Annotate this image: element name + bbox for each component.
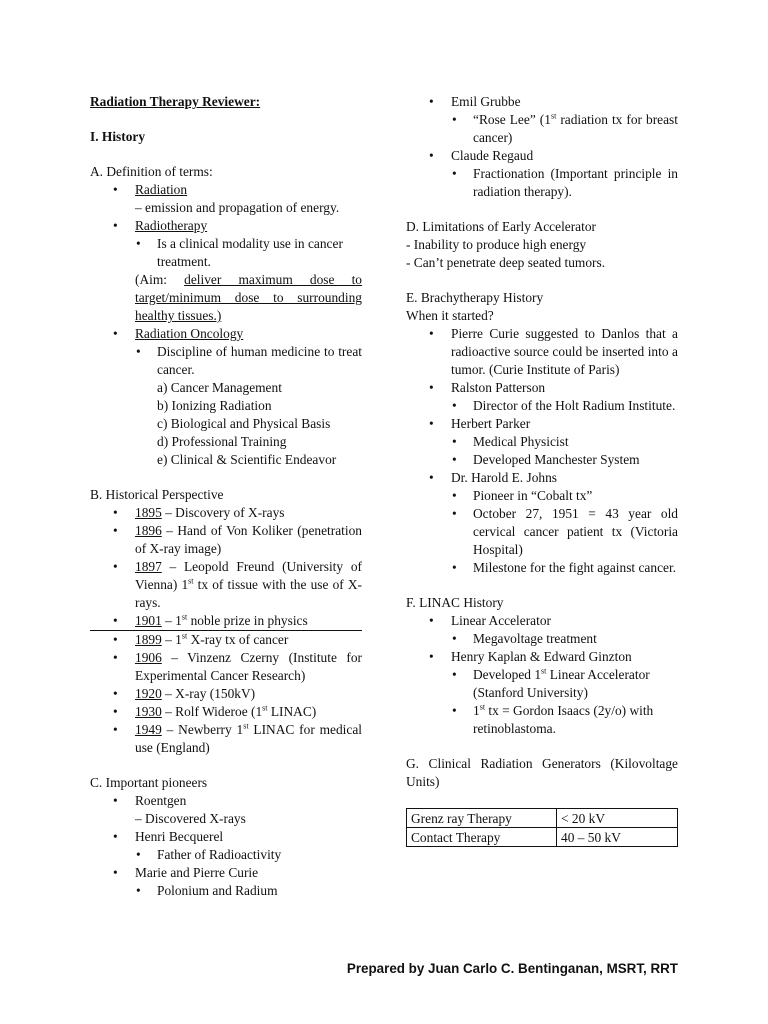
list-item: • Father of Radioactivity: [135, 846, 362, 864]
list-item: • Milestone for the fight against cancer.: [451, 559, 678, 577]
event-text: – X-ray (150kV): [161, 686, 256, 701]
list-item: • Pioneer in “Cobalt tx”: [451, 487, 678, 505]
aim-note: [135, 271, 362, 325]
superscript: st: [541, 666, 547, 676]
becquerel-sublist: [135, 846, 362, 864]
list-item: [406, 147, 678, 165]
event-text: – Newberry 1: [161, 722, 244, 737]
brachy-list: [406, 379, 678, 397]
section-history-heading: I. History: [90, 129, 146, 144]
list-item: [406, 469, 678, 487]
list-item: • Medical Physicist: [451, 433, 678, 451]
list-item: [90, 631, 362, 649]
brachy-list-3: [406, 469, 678, 487]
right-column: [406, 93, 678, 847]
superscript: st: [262, 703, 268, 713]
linac-list-2: [406, 648, 678, 666]
pioneer-curie: Marie and Pierre Curie: [135, 865, 259, 880]
oncology-item: c) Biological and Physical Basis: [157, 416, 331, 431]
oncology-list: [90, 325, 362, 343]
oncology-item: a) Cancer Management: [157, 380, 282, 395]
event-text: – Hand of Von Koliker (penetration of X-ray image): [135, 523, 362, 556]
list-item: [90, 792, 362, 828]
list-item: [406, 612, 678, 630]
table-cell: Contact Therapy: [407, 828, 557, 847]
list-item: [406, 415, 678, 433]
list-item: • Megavoltage treatment: [451, 630, 678, 648]
pioneers-list-4: [406, 147, 678, 165]
list-item: [90, 217, 362, 235]
pioneer-regaud: Claude Regaud: [451, 148, 534, 163]
parker-sublist: [451, 433, 678, 469]
oncology-item: e) Clinical & Scientific Endeavor: [157, 452, 337, 467]
radiotherapy-sublist: [135, 235, 362, 271]
superscript: st: [188, 576, 194, 586]
event-text: LINAC for medical use (England): [135, 722, 362, 755]
pioneers-list-3: [406, 93, 678, 111]
year: 1949: [135, 722, 162, 737]
superscript: st: [550, 111, 557, 121]
limitation-line: - Can’t penetrate deep seated tumors.: [406, 255, 606, 270]
linac-sublist: [451, 630, 678, 648]
regaud-sublist: [451, 165, 678, 201]
list-item: • Director of the Holt Radium Institute.: [451, 397, 678, 415]
pioneers-list: [90, 792, 362, 846]
year: 1930: [135, 704, 162, 719]
list-item: [406, 648, 678, 666]
event-text: – 1: [161, 613, 182, 628]
table-row: [407, 809, 678, 828]
pioneers-heading: C. Important pioneers: [90, 775, 208, 790]
list-item: [90, 864, 362, 882]
year: 1901: [135, 613, 162, 628]
list-item: • Is a clinical modality use in cancer treatment.: [135, 235, 362, 271]
linac-heading: F. LINAC History: [406, 595, 504, 610]
radiation-definition: – emission and propagation of energy.: [135, 200, 340, 215]
kaplan-text: tx = Gordon Isaacs (2y/o) with retinoblastoma.: [473, 703, 654, 736]
list-item: [90, 828, 362, 846]
kaplan-text: 1: [473, 703, 480, 718]
johns-sublist: [451, 487, 678, 577]
pioneer-roentgen: Roentgen: [135, 793, 187, 808]
list-item: [90, 522, 362, 558]
year: 1920: [135, 686, 162, 701]
limitations-heading: D. Limitations of Early Accelerator: [406, 219, 597, 234]
grubbe-sublist: [451, 111, 678, 147]
list-item: [90, 685, 362, 703]
superscript: st: [243, 721, 249, 731]
event-text: – Leopold Freund (University of Vienna) 1: [135, 559, 362, 592]
term-radiotherapy: Radiotherapy: [135, 218, 208, 233]
list-item: • Discipline of human medicine to treat cancer.: [135, 343, 362, 379]
table-cell: Grenz ray Therapy: [407, 809, 557, 828]
oncology-item: d) Professional Training: [157, 434, 287, 449]
table-cell: < 20 kV: [557, 809, 678, 828]
generators-heading: G. Clinical Radiation Generators (Kilovoltage Units): [406, 756, 678, 789]
oncology-item: b) Ionizing Radiation: [157, 398, 272, 413]
document-title: Radiation Therapy Reviewer:: [90, 94, 261, 109]
generators-table: [406, 808, 678, 847]
list-item: [90, 558, 362, 612]
definitions-heading: A. Definition of terms:: [90, 164, 213, 179]
superscript: st: [181, 612, 188, 622]
pioneer-becquerel: Henri Becquerel: [135, 829, 224, 844]
patterson-sublist: [451, 397, 678, 415]
historical-list: [90, 504, 362, 757]
superscript: st: [181, 631, 188, 641]
table-row: [407, 828, 678, 847]
event-text: noble prize in physics: [187, 613, 308, 628]
curie-sublist: [135, 882, 362, 900]
roentgen-definition: – Discovered X-rays: [135, 811, 246, 826]
grubbe-text: “Rose Lee” (1: [473, 112, 551, 127]
year: 1895: [135, 505, 162, 520]
brachytherapy-subheading: When it started?: [406, 308, 494, 323]
pioneer-kaplan: Henry Kaplan & Edward Ginzton: [451, 649, 632, 664]
year: 1896: [135, 523, 162, 538]
event-text: – Vinzenz Czerny (Institute for Experimental Cancer Research): [135, 650, 362, 683]
year: 1906: [135, 650, 162, 665]
event-text: X-ray tx of cancer: [187, 632, 289, 647]
brachy-curie-list: [406, 325, 678, 379]
list-item: [90, 649, 362, 685]
event-text: – Rolf Wideroe (1: [161, 704, 263, 719]
kaplan-text: Developed 1: [473, 667, 542, 682]
list-item: [406, 379, 678, 397]
pioneer-johns: Dr. Harold E. Johns: [451, 470, 557, 485]
limitation-line: - Inability to produce high energy: [406, 237, 587, 252]
list-item: [90, 612, 362, 631]
pioneer-patterson: Ralston Patterson: [451, 380, 546, 395]
event-text: – 1: [161, 632, 182, 647]
term-radiation: Radiation: [135, 182, 188, 197]
list-item: [90, 181, 362, 217]
list-item: [90, 721, 362, 757]
linac-list: [406, 612, 678, 630]
term-radiation-oncology: Radiation Oncology: [135, 326, 244, 341]
aim-text: deliver maximum dose to target/minimum dose to surrounding healthy tissues.): [135, 272, 363, 323]
list-item: • Polonium and Radium: [135, 882, 362, 900]
event-text: LINAC): [267, 704, 317, 719]
list-item: [90, 703, 362, 721]
list-item: [451, 702, 678, 738]
list-item: [406, 93, 678, 111]
brachy-list-2: [406, 415, 678, 433]
oncology-items: [157, 379, 362, 469]
footer-credit: Prepared by Juan Carlo C. Bentinganan, MSRT, RRT: [346, 961, 678, 976]
list-item: [90, 325, 362, 343]
year: 1897: [135, 559, 162, 574]
table-cell: 40 – 50 kV: [557, 828, 678, 847]
pioneers-list-2: [90, 864, 362, 882]
historical-heading: B. Historical Perspective: [90, 487, 224, 502]
kaplan-sublist: [451, 666, 678, 738]
event-text: – Discovery of X-rays: [161, 505, 285, 520]
list-item: • Developed Manchester System: [451, 451, 678, 469]
oncology-sublist: [135, 343, 362, 379]
brachytherapy-heading: E. Brachytherapy History: [406, 290, 544, 305]
superscript: st: [479, 702, 486, 712]
kaplan-text: Linear Accelerator (Stanford University): [473, 667, 650, 700]
term-linac: Linear Accelerator: [451, 613, 551, 628]
year: 1899: [135, 632, 162, 647]
list-item: • Pierre Curie suggested to Danlos that a radioactive source could be inserted into a tumor. (Curie Institute of Paris): [406, 325, 678, 379]
list-item: [451, 111, 678, 147]
list-item: [451, 666, 678, 702]
left-column: [90, 93, 362, 900]
pioneer-grubbe: Emil Grubbe: [451, 94, 521, 109]
event-text: tx of tissue with the use of X-rays.: [135, 577, 363, 610]
grubbe-text: radiation tx for breast cancer): [473, 112, 678, 145]
list-item: • Fractionation (Important principle in radiation therapy).: [451, 165, 678, 201]
list-item: • October 27, 1951 = 43 year old cervical cancer patient tx (Victoria Hospital): [451, 505, 678, 559]
aim-prefix: (Aim:: [135, 272, 185, 287]
pioneer-parker: Herbert Parker: [451, 416, 531, 431]
list-item: [90, 504, 362, 522]
definitions-list: [90, 181, 362, 235]
